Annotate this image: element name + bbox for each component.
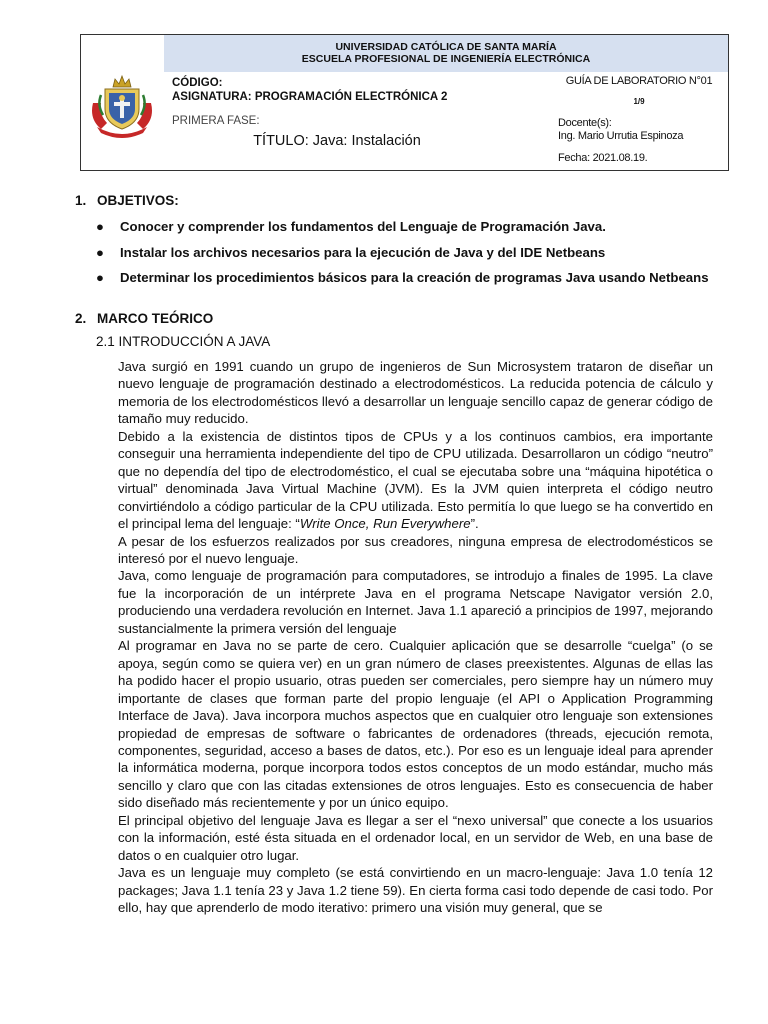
objective-item [96, 270, 709, 285]
section-title: MARCO TEÓRICO [97, 311, 214, 326]
code-label: CÓDIGO: [172, 77, 223, 89]
paragraph-text: ”. [470, 516, 479, 532]
date-cell: Fecha: 2021.08.19. [558, 152, 648, 164]
bullet-dot-icon: ● [96, 270, 104, 285]
logo-cell [81, 35, 164, 170]
paragraph: A pesar de los esfuerzos realizados por sus creadores, ninguna empresa de electrodomésticos se interesó por el nuevo lenguaje. [118, 533, 713, 566]
guide-number: GUÍA DE LABORATORIO N°01 [565, 75, 713, 87]
paragraph: El principal objetivo del lenguaje Java es llegar a ser el “nexo universal” que conecte a los usuarios con la información, esté ésta situada en el ordenador local, en un servidor de Web, en una base de datos o en cualquier otro lugar. [118, 812, 713, 863]
teacher-label: Docente(s): [558, 117, 612, 129]
paragraph: Java es un lenguaje muy completo (se está convirtiendo en un macro-lenguaje: Java 1.0 tenía 12 packages; Java 1.1 tenía 23 y Java 1.2 tiene 59). En cierta forma casi todo depende de casi todo. Por ello, hay que aprenderlo de modo iterativo: primero una visión muy general, que se [118, 865, 713, 916]
objective-text: Determinar los procedimientos básicos para la creación de programas Java usando Netbeans [120, 270, 709, 285]
phase-label: PRIMERA FASE: [172, 115, 260, 127]
paragraph: Java, como lenguaje de programación para computadores, se introdujo a finales de 1995. La clave fue la incorporación de un intérprete Java en el programa Netscape Navigator versión 2.0, produciendo una verdadera revolución en Internet. Java 1.1 apareció a principios de 1997, mejorando sustancialmente la primera versión del lenguaje [118, 568, 713, 636]
objective-text: Instalar los archivos necesarios para la ejecución de Java y del IDE Netbeans [120, 245, 606, 260]
university-banner [164, 35, 728, 72]
school-name: ESCUELA PROFESIONAL DE INGENIERÍA ELECTRÓNICA [301, 53, 591, 65]
section-number: 2. [75, 311, 87, 326]
paragraph: Java surgió en 1991 cuando un grupo de ingenieros de Sun Microsystem trataron de diseñar un nuevo lenguaje de programación destinado a electrodomésticos. La reducida potencia de cálculo y memoria de los electrodomésticos llevó a desarrollar un lenguaje sencillo capaz de generar código de tamaño muy reducido. [118, 359, 713, 427]
page-number: 1/9 [633, 97, 645, 106]
body-text [118, 358, 713, 917]
code-subject-cell [164, 72, 550, 111]
university-seal-icon [87, 69, 157, 139]
document-title: TÍTULO: Java: Instalación [253, 133, 421, 149]
section-number: 1. [75, 193, 87, 208]
objective-item [96, 219, 606, 234]
paragraph-text: Debido a la existencia de distintos tipos de CPUs y a los continuos cambios, era importante conseguir una herramienta independiente del tipo de CPU utilizada. Desarrollaron un código “neutro” que no dependía del tipo de electrodoméstico, el cual se ejecutaba sobre una “máquina hipotética o virtual” denominada Java Virtual Machine (JVM). Es la JVM quien interpreta el código neutro convirtiéndolo a código particular de la CPU utilizada. Esto permitía lo que luego se ha convertido en el principal lema del lenguaje: “ [118, 428, 713, 532]
teacher-name: Ing. Mario Urrutia Espinoza [558, 130, 684, 142]
motto-text: Write Once, Run Everywhere [299, 516, 471, 532]
subject-label: ASIGNATURA: PROGRAMACIÓN ELECTRÓNICA 2 [172, 91, 448, 103]
phase-title-cell [164, 111, 550, 170]
teacher-cell [550, 111, 728, 147]
bullet-dot-icon: ● [96, 219, 104, 234]
subsection-heading: 2.1 INTRODUCCIÓN A JAVA [96, 334, 271, 349]
section-theory-heading [75, 311, 213, 326]
document-header [80, 34, 729, 171]
section-title: OBJETIVOS: [97, 193, 179, 208]
university-name: UNIVERSIDAD CATÓLICA DE SANTA MARÍA [335, 41, 557, 53]
objective-text: Conocer y comprender los fundamentos del Lenguaje de Programación Java. [120, 219, 606, 234]
paragraph: Al programar en Java no se parte de cero. Cualquier aplicación que se desarrolle “cuelga” (o se apoya, según como se quiera ver) en un gran número de clases preexistentes. Algunas de ellas las ha podido hacer el propio usuario, otras pueden ser comerciales, pero siempre hay un número muy importante de clases que forman parte del propio lenguaje (el API o Application Programming Interface de Java). Java incorpora muchos aspectos que en cualquier otro lenguaje son extensiones propiedad de empresas de software o fabricantes de ordenadores (threads, ejecución remota, componentes, seguridad, acceso a bases de datos, etc.). Por eso es un lenguaje ideal para aprender la informática moderna, porque incorpora todos estos conceptos de un modo estándar, mucho más sencillo y claro que con las citadas extensiones de otros lenguajes. Esto es consecuencia de haber sido diseñado más recientemente y por un único equipo. [118, 638, 713, 811]
bullet-dot-icon: ● [96, 245, 104, 260]
objective-item [96, 245, 605, 260]
paragraph [118, 428, 713, 533]
section-objectives-heading [75, 193, 179, 208]
